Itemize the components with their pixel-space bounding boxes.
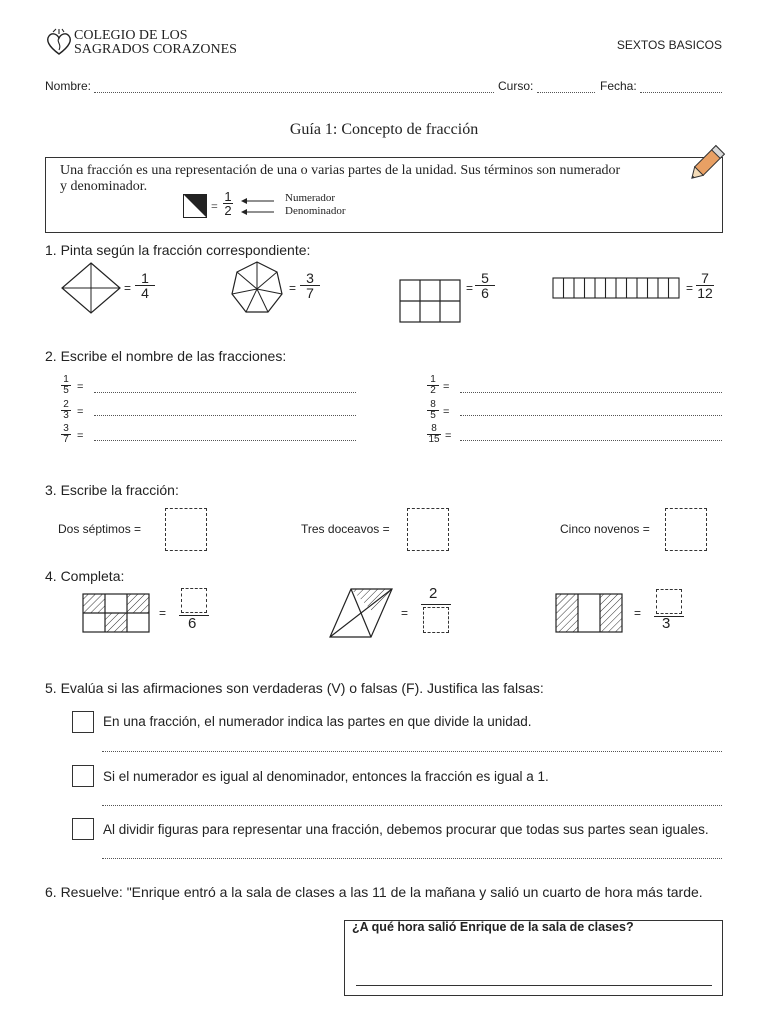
- q5-justification-1[interactable]: [102, 751, 722, 752]
- q3-answer-box-2[interactable]: [407, 508, 449, 551]
- example-numerator: 1: [224, 189, 232, 204]
- q1-equals-4: =: [686, 281, 694, 295]
- numerator-label: Numerador: [285, 192, 336, 204]
- denominator: 7: [306, 285, 314, 301]
- q2-right-fraction-1: [427, 375, 439, 396]
- rectangle-2x3-shape[interactable]: [399, 279, 461, 328]
- name-label: Nombre:: [45, 79, 92, 93]
- q2-right-answer-2[interactable]: [460, 415, 722, 416]
- date-field[interactable]: [640, 92, 722, 93]
- denominator: 5: [63, 385, 69, 396]
- q2-right-equals-1: =: [443, 381, 450, 393]
- name-field[interactable]: [94, 92, 494, 93]
- example-denominator: 2: [224, 203, 232, 218]
- strip-12-shape[interactable]: [552, 277, 680, 304]
- q6-answer-line[interactable]: [356, 985, 712, 986]
- q5-statement-3: Al dividir figuras para representar una fracción, debemos procurar que todas sus partes sean iguales.: [103, 822, 709, 837]
- numerator: 7: [701, 270, 709, 286]
- q1-equals-3: =: [466, 281, 474, 295]
- q1-equals-1: =: [124, 281, 132, 295]
- pencil-icon: [686, 142, 726, 191]
- q1-fraction-2: [300, 271, 320, 300]
- denominator: 3: [63, 410, 69, 421]
- denominator: 12: [697, 285, 713, 301]
- q4-grid-figure: [82, 593, 150, 638]
- q1-title: 1. Pinta según la fracción correspondiente:: [45, 242, 311, 258]
- q4-numerator-box-1[interactable]: [181, 588, 207, 613]
- q2-right-fraction-2: [427, 400, 439, 421]
- q2-right-answer-1[interactable]: [460, 392, 722, 393]
- numerator: 5: [481, 270, 489, 286]
- denominator: 2: [430, 385, 436, 396]
- q2-left-equals-2: =: [77, 406, 84, 418]
- page-title: Guía 1: Concepto de fracción: [289, 121, 479, 138]
- numerator: 1: [141, 270, 149, 286]
- q1-fraction-4: [696, 271, 714, 300]
- q1-fraction-1: [135, 271, 155, 300]
- q2-right-equals-2: =: [443, 406, 450, 418]
- grade-label: SEXTOS BASICOS: [616, 38, 722, 52]
- numerator: 3: [306, 270, 314, 286]
- q4-bar-2: [421, 604, 451, 605]
- q4-numerator-2: 2: [429, 585, 438, 602]
- q3-label-3: Cinco novenos =: [560, 522, 650, 536]
- q6-title: 6. Resuelve: "Enrique entró a la sala de clases a las 11 de la mañana y salió un cuarto de hora más tarde.: [45, 884, 703, 900]
- denominator-label: Denominador: [285, 205, 346, 217]
- q4-denominator-3: 3: [662, 615, 671, 632]
- q2-right-fraction-3: [427, 424, 441, 445]
- q5-statement-2: Si el numerador es igual al denominador, entonces la fracción es igual a 1.: [103, 769, 549, 784]
- course-field[interactable]: [537, 92, 595, 93]
- q5-checkbox-3[interactable]: [72, 818, 94, 840]
- q4-numerator-box-3[interactable]: [656, 589, 682, 614]
- q4-bars-figure: [555, 593, 623, 638]
- intro-text-line2: y denominador.: [60, 179, 148, 194]
- q5-justification-3[interactable]: [102, 858, 722, 859]
- q3-title: 3. Escribe la fracción:: [45, 482, 179, 498]
- q1-equals-2: =: [289, 281, 297, 295]
- example-fraction: [223, 190, 233, 217]
- q2-left-equals-1: =: [77, 381, 84, 393]
- q5-checkbox-1[interactable]: [72, 711, 94, 733]
- rhombus-shape[interactable]: [61, 262, 121, 319]
- q2-left-equals-3: =: [77, 430, 84, 442]
- q6-question: ¿A qué hora salió Enrique de la sala de clases?: [352, 920, 634, 934]
- q3-label-2: Tres doceavos =: [301, 522, 390, 536]
- school-logo-icon: [44, 28, 74, 61]
- q5-title: 5. Evalúa si las afirmaciones son verdaderas (V) o falsas (F). Justifica las falsas:: [45, 680, 544, 696]
- denominator: 6: [481, 285, 489, 301]
- q2-left-fraction-2: [61, 400, 71, 421]
- q2-left-answer-3[interactable]: [94, 440, 356, 441]
- q5-statement-1: En una fracción, el numerador indica las partes en que divide la unidad.: [103, 714, 532, 729]
- q4-equals-2: =: [401, 606, 409, 620]
- denominator: 7: [63, 434, 69, 445]
- q2-right-answer-3[interactable]: [460, 440, 722, 441]
- q4-parallelogram-figure: [329, 588, 393, 643]
- q4-title: 4. Completa:: [45, 568, 125, 584]
- denominator: 4: [141, 285, 149, 301]
- numerator: 1: [430, 374, 436, 385]
- q4-denominator-1: 6: [188, 615, 197, 632]
- q3-answer-box-3[interactable]: [665, 508, 707, 551]
- school-name-line1: COLEGIO DE LOS: [74, 28, 188, 43]
- numerator: 8: [430, 399, 436, 410]
- half-square-icon: [183, 194, 207, 223]
- q1-fraction-3: [475, 271, 495, 300]
- q4-equals-3: =: [634, 606, 642, 620]
- course-label: Curso:: [498, 79, 534, 93]
- q2-right-equals-3: =: [445, 430, 452, 442]
- date-label: Fecha:: [600, 79, 637, 93]
- intro-text-line1: Una fracción es una representación de una o varias partes de la unidad. Sus términos son numerador: [60, 163, 621, 178]
- numerator: 1: [63, 374, 69, 385]
- q3-answer-box-1[interactable]: [165, 508, 207, 551]
- intro-text: [60, 163, 620, 195]
- q2-left-answer-2[interactable]: [94, 415, 356, 416]
- q2-left-fraction-1: [61, 375, 71, 396]
- q5-checkbox-2[interactable]: [72, 765, 94, 787]
- denominator: 15: [428, 434, 440, 445]
- q4-equals-1: =: [159, 606, 167, 620]
- q3-label-1: Dos séptimos =: [58, 522, 142, 536]
- q4-denominator-box-2[interactable]: [423, 607, 449, 633]
- school-name-line2: SAGRADOS CORAZONES: [74, 42, 237, 57]
- q2-title: 2. Escribe el nombre de las fracciones:: [45, 348, 287, 364]
- numerator: 2: [63, 399, 69, 410]
- arrows-icon: [241, 196, 275, 221]
- heptagon-shape[interactable]: [229, 260, 285, 321]
- school-name: [74, 29, 237, 57]
- q2-left-answer-1[interactable]: [94, 392, 356, 393]
- q2-left-fraction-3: [61, 424, 71, 445]
- numerator: 8: [431, 423, 437, 434]
- example-equals: =: [211, 199, 218, 213]
- q5-justification-2[interactable]: [102, 805, 722, 806]
- numerator: 3: [63, 423, 69, 434]
- denominator: 5: [430, 410, 436, 421]
